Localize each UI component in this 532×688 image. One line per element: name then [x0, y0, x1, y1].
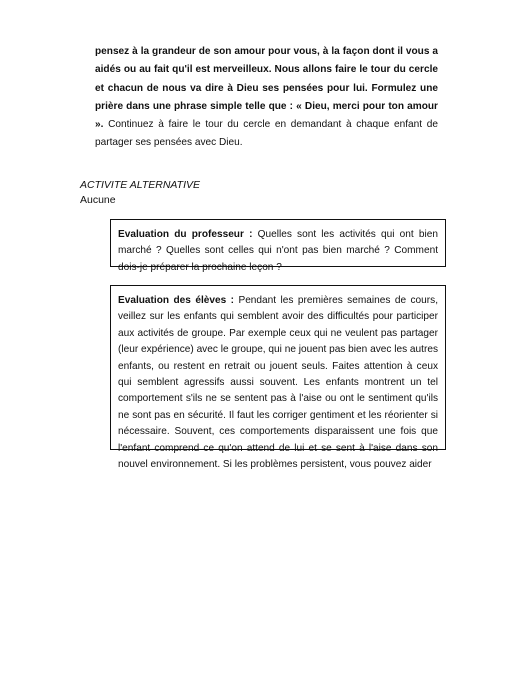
intro-normal-text: Continuez à faire le tour du cercle en demandant à chaque enfant de partager ses pensées avec Dieu. — [95, 119, 438, 149]
student-evaluation-box — [110, 285, 446, 471]
alternative-activity-value: Aucune — [80, 194, 116, 206]
teacher-evaluation-label: Evaluation du professeur : — [118, 229, 253, 240]
student-evaluation-text: Pendant les premières semaines de cours, veillez sur les enfants qui semblent avoir des difficultés pour participer aux activités de groupe. Par exemple ceux qui ne veulent pas partager (leur expérience) avec le groupe, qui ne jouent pas bien avec les autres enfants, ou restent en retrait ou jouent seuls. Faites attention à ceux qui semblent agressifs aussi souvent. Les enfants montrent un tel comportement s'ils ne se sentent pas à l'aise ou ont le sentiment qu'ils ne sont pas en sécurité. Il faut les corriger gentiment et les réorienter si nécessaire. Souvent, ces comportements disparaissent une fois que l'enfant comprend ce qu'on attend de lui et se sent à l'aise dans son nouvel environnement. Si les problèmes persistent, vous pouvez aider — [118, 295, 438, 471]
teacher-evaluation-text: Quelles sont les activités qui ont bien marché ? Quelles sont celles qui n'ont pas bien marché ? Comment dois-je préparer la prochaine leçon ? — [118, 229, 438, 273]
teacher-evaluation-paragraph — [118, 227, 438, 276]
student-evaluation-label: Evaluation des élèves : — [118, 295, 235, 306]
intro-bold-text: pensez à la grandeur de son amour pour vous, à la façon dont il vous a aidés ou au fait qu'il est merveilleux. Nous allons faire le tour du cercle et chacun de nous va dire à Dieu ses pensées pour lui. Formulez une prière dans une phrase simple telle que : « Dieu, merci pour ton amour ». — [95, 46, 438, 131]
teacher-evaluation-box — [110, 219, 446, 273]
alternative-activity-title: ACTIVITE ALTERNATIVE — [80, 179, 200, 191]
intro-paragraph — [95, 43, 438, 153]
student-evaluation-paragraph — [118, 293, 438, 473]
